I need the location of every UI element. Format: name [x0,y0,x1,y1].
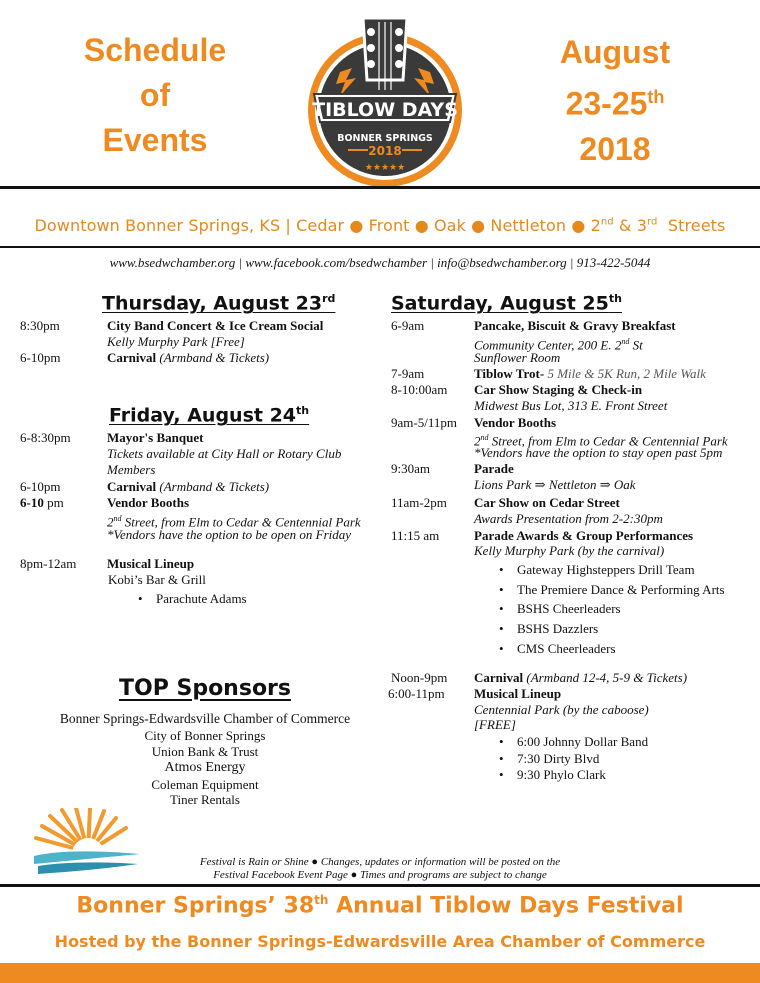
thu-event-2-time: 6-10pm [20,350,61,365]
logo-subtitle: BONNER SPRINGS [337,133,433,144]
festival-title: Bonner Springs’ 38th Annual Tiblow Days Festival [76,893,684,919]
fri-vendor-detail-1: 2nd Street, from Elm to Cedar & Centennial Park [107,514,361,530]
logo-title: TIBLOW DAYS [312,99,458,121]
sat-carshow-detail: Midwest Bus Lot, 313 E. Front Street [474,398,668,413]
sat-carshow-title: Car Show Staging & Check-in [474,382,643,397]
sat-vendor-title: Vendor Booths [474,415,556,430]
fri-vendor-time: 6-10 pm [20,495,64,510]
fri-banquet-time: 6-8:30pm [20,430,71,445]
thu-event-2: Carnival (Armband & Tickets) [107,350,270,365]
sat-trot-time: 7-9am [391,366,425,381]
event-days: 23-25th [565,85,665,122]
event-month: August [559,34,671,70]
sat-breakfast-detail-2: Sunflower Room [474,350,561,365]
sat-music-act-1: • 6:00 Johnny Dollar Band [517,734,648,750]
sat-group-5: • CMS Cheerleaders [517,641,616,657]
sat-cedar-detail: Awards Presentation from 2-2:30pm [474,511,663,526]
sat-music-act-3: • 9:30 Phylo Clark [517,767,606,783]
thu-event-1-detail: Kelly Murphy Park [Free] [107,334,245,349]
sat-music-free: [FREE] [474,717,516,732]
rain-or-shine-note-1: Festival is Rain or Shine ● Changes, updates or information will be posted on the [199,856,561,868]
sponsor-1: Bonner Springs-Edwardsville Chamber of Commerce [59,711,351,726]
schedule-title [40,28,270,163]
sat-trot: Tiblow Trot- 5 Mile & 5K Run, 2 Mile Walk [474,366,706,381]
sat-music-title: Musical Lineup [474,686,562,701]
footer-divider [0,884,760,887]
logo-year: 2018 [368,144,402,158]
sat-parade-route: Lions Park ⇒ Nettleton ⇒ Oak [474,477,636,492]
event-year: 2018 [579,130,651,167]
sponsor-6: Tiner Rentals [170,792,240,807]
fri-music-venue: Kobi’s Bar & Grill [108,572,206,587]
rain-or-shine-note-2: Festival Facebook Event Page ● Times and programs are subject to change [213,869,547,881]
sponsors-heading: TOP Sponsors [118,676,291,701]
fri-banquet-detail-2: Members [107,462,156,477]
fri-vendor-detail-2: *Vendors have the option to be open on Friday [107,527,352,542]
sat-music-time: 6:00-11pm [388,686,445,701]
location-line: Downtown Bonner Springs, KS | Cedar ● Front ● Oak ● Nettleton ● 2nd & 3rd Streets [34,216,726,235]
thursday-heading: Thursday, August 23rd [102,292,336,315]
sat-breakfast-title: Pancake, Biscuit & Gravy Breakfast [474,318,676,333]
sat-carnival: Carnival (Armband 12-4, 5-9 & Tickets) [474,670,688,685]
sat-cedar-title: Car Show on Cedar Street [474,495,620,510]
sat-group-2: • The Premiere Dance & Performing Arts [517,582,725,598]
sat-awards-detail: Kelly Murphy Park (by the carnival) [474,543,665,558]
sat-awards-time: 11:15 am [391,528,440,543]
sat-awards-title: Parade Awards & Group Performances [474,528,694,543]
schedule-title-line-2: of [139,77,171,113]
contact-line: www.bsedwchamber.org | www.facebook.com/bsedwchamber | info@bsedwchamber.org | 913-422-5044 [109,255,651,270]
saturday-heading: Saturday, August 25th [391,292,622,315]
event-dates [500,30,730,172]
sat-cedar-time: 11am-2pm [391,495,447,510]
sat-parade-time: 9:30am [391,461,430,476]
fri-carnival: Carnival (Armband & Tickets) [107,479,270,494]
sat-group-1: • Gateway Highsteppers Drill Team [517,562,695,578]
thu-event-1-title: City Band Concert & Ice Cream Social [107,318,324,333]
schedule-title-line-1: Schedule [83,32,227,68]
fri-music-title: Musical Lineup [107,556,195,571]
festival-host: Hosted by the Bonner Springs-Edwardsville Area Chamber of Commerce [54,932,706,951]
sponsor-4: Atmos Energy [164,760,246,775]
sat-vendor-time: 9am-5/11pm [391,415,457,430]
header-divider [0,186,760,189]
fri-music-time: 8pm-12am [20,556,77,571]
location-divider [0,246,760,248]
sat-vendor-detail-1: 2nd Street, from Elm to Cedar & Centennial Park [474,433,728,449]
sat-music-venue: Centennial Park (by the caboose) [474,702,649,717]
fri-vendor-title: Vendor Booths [107,495,189,510]
sat-group-3: • BSHS Cheerleaders [517,601,621,617]
sat-group-4: • BSHS Dazzlers [517,621,598,637]
sat-parade-title: Parade [474,461,514,476]
sat-breakfast-time: 6-9am [391,318,425,333]
sponsor-3: Union Bank & Trust [151,744,259,759]
sat-carshow-time: 8-10:00am [391,382,448,397]
sponsor-2: City of Bonner Springs [144,728,266,743]
fri-music-act: • Parachute Adams [156,591,247,607]
friday-heading: Friday, August 24th [109,404,310,427]
sat-carnival-time: Noon-9pm [391,670,448,685]
fri-banquet-detail-1: Tickets available at City Hall or Rotary Club [107,446,342,461]
thu-event-1-time: 8:30pm [20,318,60,333]
sat-music-act-2: • 7:30 Dirty Blvd [517,751,599,767]
sat-breakfast-detail-1: Community Center, 200 E. 2nd St [474,337,643,353]
fri-banquet-title: Mayor's Banquet [107,430,204,445]
sponsor-5: Coleman Equipment [151,777,259,792]
fri-carnival-time: 6-10pm [20,479,61,494]
footer-orange-bar [0,963,760,983]
tiblow-days-logo [300,10,470,190]
schedule-title-line-3: Events [102,122,208,158]
logo-stars: ★★★★★ [364,163,406,173]
sat-vendor-detail-2: *Vendors have the option to stay open past 5pm [474,445,723,460]
